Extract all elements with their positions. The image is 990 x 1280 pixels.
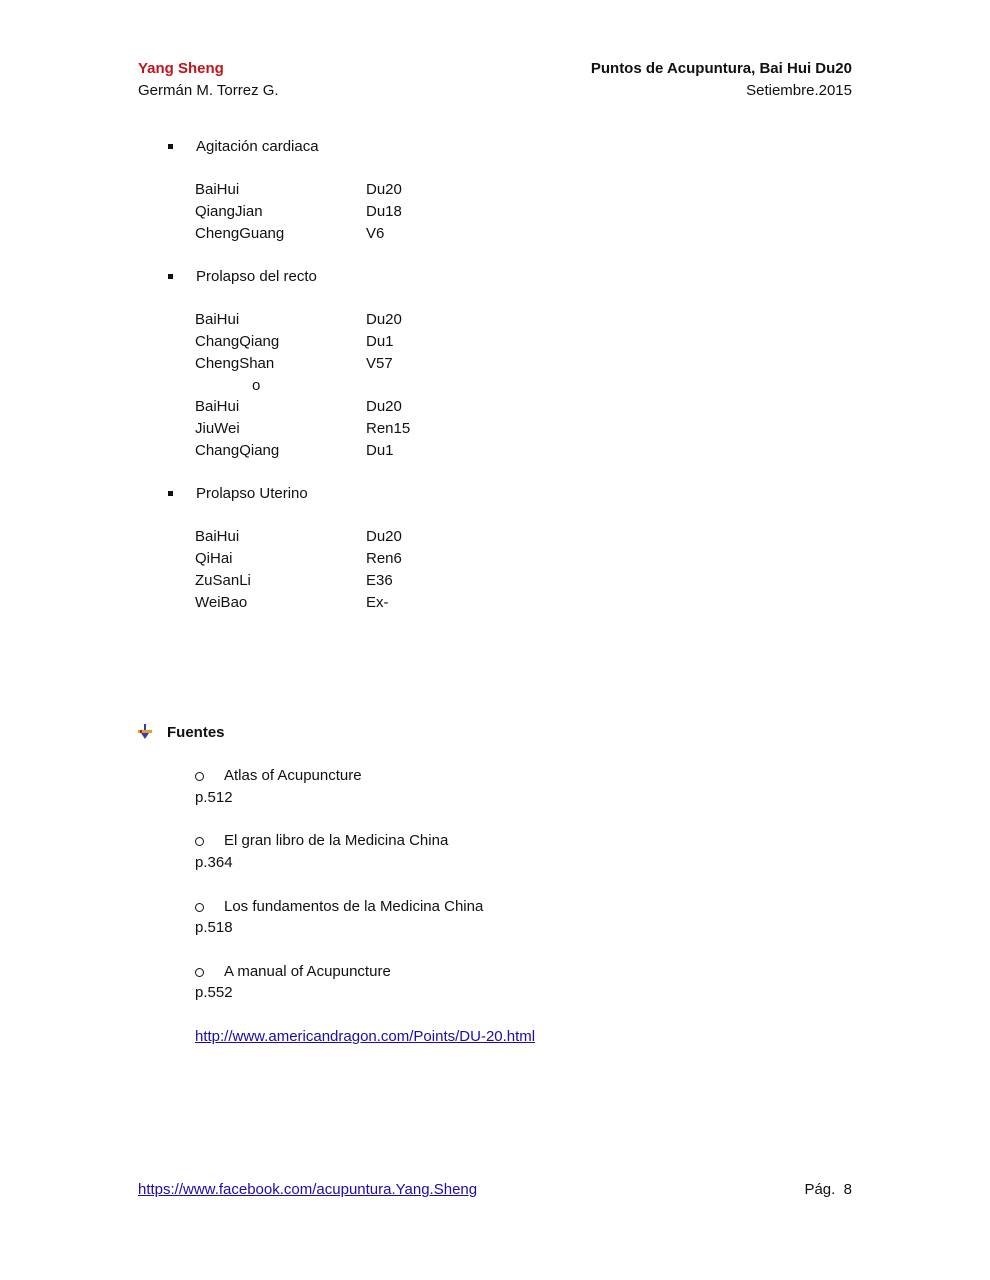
point-code: Du18	[366, 203, 402, 220]
sources-heading: Fuentes	[167, 724, 225, 741]
source-page: p.512	[195, 789, 233, 806]
square-bullet-icon	[168, 144, 173, 149]
header-date: Setiembre.2015	[746, 82, 852, 99]
point-name: BaiHui	[195, 181, 240, 198]
point-name: ChengShan	[195, 355, 275, 372]
square-bullet-icon	[168, 274, 173, 279]
point-code: Du20	[366, 181, 402, 198]
source-title: A manual of Acupuncture	[224, 963, 391, 980]
section-title: Agitación cardiaca	[196, 138, 319, 155]
point-code: Ex-	[366, 594, 389, 611]
alternative-separator: o	[252, 377, 261, 394]
header-author: Germán M. Torrez G.	[138, 82, 279, 99]
point-code: Du20	[366, 311, 402, 328]
point-name: ChangQiang	[195, 333, 280, 350]
circle-bullet-icon	[195, 903, 204, 912]
header-brand: Yang Sheng	[138, 60, 224, 77]
page-number: Pág. 8	[804, 1181, 852, 1198]
source-page: p.364	[195, 854, 233, 871]
point-code: Du20	[366, 398, 402, 415]
section-title: Prolapso Uterino	[196, 485, 308, 502]
source-title: El gran libro de la Medicina China	[224, 832, 449, 849]
point-code: V6	[366, 225, 385, 242]
point-name: BaiHui	[195, 311, 240, 328]
point-name: JiuWei	[195, 420, 240, 437]
footer-facebook-link[interactable]: https://www.facebook.com/acupuntura.Yang.Sheng	[138, 1181, 478, 1198]
point-name: WeiBao	[195, 594, 248, 611]
source-page: p.552	[195, 984, 233, 1001]
point-code: Ren6	[366, 550, 402, 567]
header-title: Puntos de Acupuntura, Bai Hui Du20	[590, 60, 852, 77]
point-code: Du1	[366, 442, 394, 459]
point-name: BaiHui	[195, 398, 240, 415]
circle-bullet-icon	[195, 968, 204, 977]
point-name: QiangJian	[195, 203, 263, 220]
point-name: ChengGuang	[195, 225, 285, 242]
source-title: Atlas of Acupuncture	[224, 767, 362, 784]
circle-bullet-icon	[195, 837, 204, 846]
section-title: Prolapso del recto	[196, 268, 317, 285]
circle-bullet-icon	[195, 772, 204, 781]
point-code: E36	[366, 572, 393, 589]
arrow-bullet-icon	[138, 724, 152, 740]
point-code: Du20	[366, 528, 402, 545]
point-name: ZuSanLi	[195, 572, 251, 589]
source-page: p.518	[195, 919, 233, 936]
point-name: BaiHui	[195, 528, 240, 545]
point-code: V57	[366, 355, 393, 372]
point-name: ChangQiang	[195, 442, 280, 459]
square-bullet-icon	[168, 491, 173, 496]
source-link[interactable]: http://www.americandragon.com/Points/DU-20.html	[195, 1028, 536, 1045]
source-title: Los fundamentos de la Medicina China	[224, 898, 484, 915]
point-code: Du1	[366, 333, 394, 350]
point-code: Ren15	[366, 420, 411, 437]
point-name: QiHai	[195, 550, 233, 567]
